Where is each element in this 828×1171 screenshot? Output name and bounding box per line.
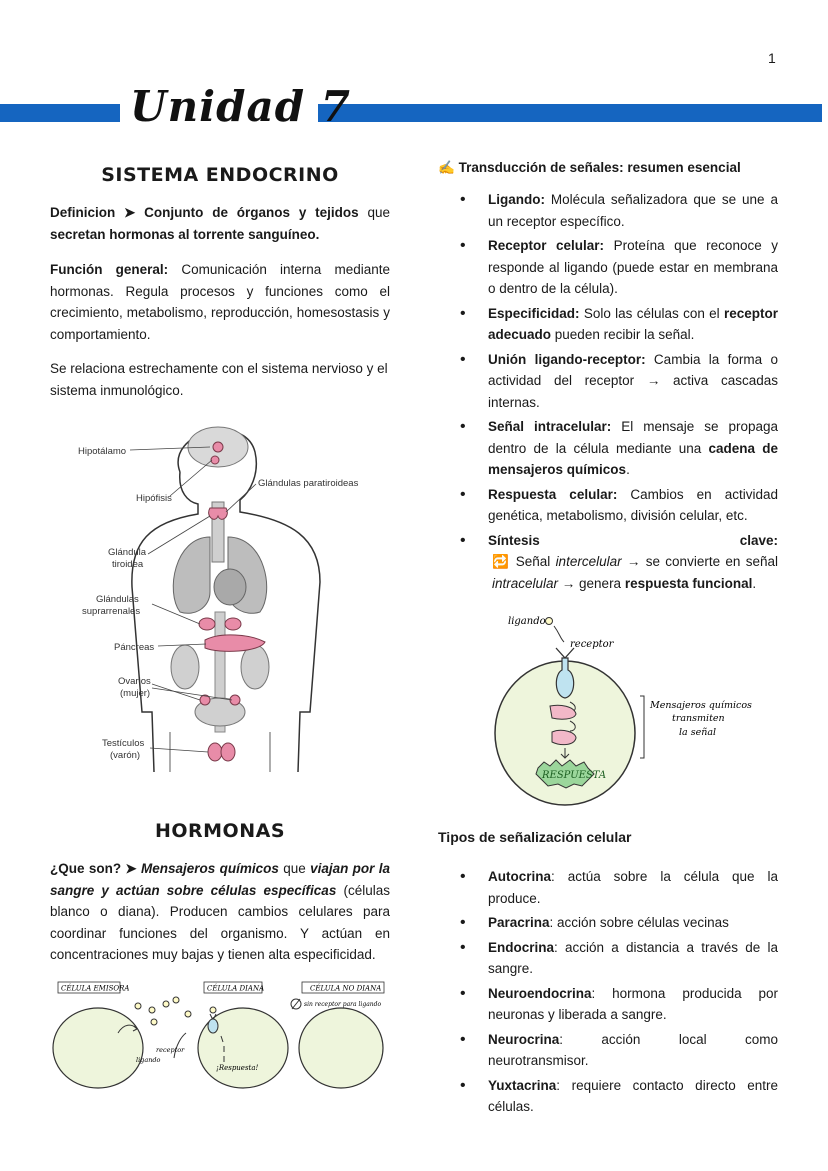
item-label: Ligando: [488, 192, 545, 207]
item-label: Paracrina [488, 915, 550, 930]
label-response: RESPUESTA [542, 770, 607, 781]
item-text: : requiere contacto directo entre células. [488, 1077, 778, 1114]
item-label: Receptor celular: [488, 238, 605, 253]
list-item [438, 303, 778, 346]
label-target-cell: CÉLULA DIANA [207, 984, 265, 993]
header-bar-right [318, 104, 822, 122]
item-label: Neurocrina [488, 1031, 560, 1047]
item-text: : actúa sobre la célula que la produce. [488, 869, 778, 906]
item-label: Unión ligando-receptor: [488, 351, 646, 367]
endocrine-system-diagram [70, 412, 370, 772]
label-ovaries-1: Ovarios [118, 676, 151, 687]
item-text: El mensaje se propaga dentro de la célula mediante una [488, 419, 779, 456]
hormones-q-tail: (células blanco o diana). Producen cambios celulares para coordinar funciones del organismo. Y actúan en concentraciones muy bajas y tienen alta especificidad. [50, 882, 390, 962]
list-item [438, 189, 778, 232]
definition-tail: secretan hormonas al torrente sanguíneo. [50, 226, 320, 242]
note-line-2: transmiten [672, 713, 725, 724]
item-label: Especificidad: [488, 305, 580, 321]
synthesis-b: → se convierte en señal [621, 554, 779, 569]
label-emitter-cell: CÉLULA EMISORA [61, 984, 130, 993]
label-no-receptor: sin receptor para ligando [304, 1001, 382, 1008]
endocrine-function [50, 259, 390, 345]
label-response: ¡Respuesta! [216, 1064, 259, 1072]
function-label: Función general: [50, 262, 169, 277]
item-label: Respuesta celular: [488, 486, 618, 502]
list-item [438, 937, 778, 980]
cycle-icon: 🔁 [492, 554, 511, 569]
endocrine-relation: Se relaciona estrechamente con el sistema nervioso y el sistema inmunológico. [50, 361, 388, 398]
unit-title: Unidad 7 [130, 82, 351, 131]
endocrine-definition [50, 202, 390, 245]
list-item [438, 484, 778, 527]
emitter-cell [53, 1008, 143, 1088]
label-receptor: receptor [156, 1046, 185, 1054]
hormones-description [50, 858, 390, 966]
item-label: Neuroendocrina [488, 985, 592, 1001]
header-bar-left [0, 104, 120, 122]
list-item [438, 349, 778, 414]
label-ligand: ligando [136, 1056, 161, 1064]
item-text: : hormona producida por neuronas y liberada a sangre. [488, 985, 778, 1022]
transduction-title-text: Transducción de señales: resumen esencial [458, 160, 741, 175]
item-label: Endocrina [488, 939, 555, 955]
label-ligand: ligando [508, 616, 546, 627]
item-text-2: pueden recibir la señal. [551, 327, 695, 342]
list-item [438, 416, 778, 481]
label-testes-2: (varón) [110, 750, 141, 761]
hormones-q-em2: viajan por la sangre y actúan sobre células específicas [50, 861, 391, 898]
synthesis-bold: respuesta funcional [624, 575, 753, 591]
item-bold: cadena de mensajeros químicos [488, 440, 779, 477]
note-line-3: la señal [679, 727, 717, 738]
item-text-2: . [626, 462, 630, 477]
label-thyroid-1: Glándula [108, 547, 147, 558]
note-line-1: Mensajeros químicos [650, 700, 752, 711]
list-item [438, 866, 778, 909]
label-thyroid-2: tiroidea [112, 559, 144, 570]
label-adrenal-1: Glándulas [96, 594, 139, 605]
label-pancreas: Páncreas [114, 642, 155, 653]
item-text: Molécula señalizadora que se une a un receptor específico. [488, 192, 778, 229]
synthesis-label: • Síntesis [488, 532, 540, 548]
synthesis-c: → genera [558, 575, 625, 591]
label-ovaries-2: (mujer) [120, 688, 151, 699]
label-receptor: receptor [570, 639, 614, 650]
pen-icon: ✍ [438, 160, 455, 175]
definition-mid: que [358, 205, 390, 220]
hormone-cells-diagram [48, 978, 393, 1090]
hormones-q-em: Mensajeros químicos [141, 861, 279, 876]
hormones-title: HORMONAS [154, 820, 286, 842]
endocrine-title: SISTEMA ENDOCRINO [101, 164, 339, 186]
item-text: Proteína que reconoce y responde al ligando (puede estar en membrana o dentro de la célula). [488, 238, 778, 296]
item-text: Cambios en actividad genética, metabolismo, división celular, etc. [488, 486, 778, 523]
hormones-q-mid: que [278, 861, 311, 876]
label-parathyroid: Glándulas paratiroideas [258, 478, 359, 489]
item-text: : acción a distancia a través de la sangre. [488, 939, 778, 976]
item-text: Solo las células con el [579, 305, 724, 321]
item-text: : acción local como neurotransmisor. [488, 1031, 778, 1068]
item-label: Señal intracelular: [488, 419, 612, 434]
page-number: 1 [768, 50, 776, 66]
label-testes-1: Testículos [102, 738, 145, 749]
item-label: Autocrina [488, 869, 552, 884]
item-bold: receptor adecuado [488, 305, 778, 342]
transduction-list [438, 189, 778, 597]
list-item [438, 235, 778, 300]
signaling-list [438, 866, 778, 1121]
label-pituitary: Hipófisis [136, 493, 172, 504]
synthesis-d: . [752, 575, 757, 591]
label-adrenal-2: suprarrenales [82, 606, 141, 617]
signaling-title: Tipos de señalización celular [438, 829, 632, 845]
non-target-cell [299, 1008, 383, 1088]
definition-label: Definicion ➤ Conjunto de órganos y tejidos [50, 205, 359, 220]
item-text: Cambia la forma o actividad del receptor → activa cascadas internas. [488, 351, 779, 410]
label-non-target-cell: CÉLULA NO DIANA [310, 984, 382, 993]
transduction-diagram [490, 608, 770, 813]
list-item [438, 1075, 778, 1118]
list-item [438, 983, 778, 1026]
function-text: Comunicación interna mediante hormonas. Regula procesos y funciones como el crecimiento, metabolismo, reproducción, homesostasis y comportamiento. [50, 262, 390, 342]
item-label: Yuxtacrina [488, 1077, 557, 1093]
hormones-q-label: ¿Que son? ➤ [50, 861, 142, 876]
synthesis-em1: intercelular [555, 554, 622, 569]
synthesis-a: Señal [510, 554, 556, 569]
label-hypothalamus: Hipotálamo [78, 446, 127, 457]
list-item [438, 912, 778, 934]
synthesis-em2: intracelular [492, 575, 559, 591]
list-item [438, 1029, 778, 1072]
item-text: : acción sobre células vecinas [549, 915, 729, 930]
list-item-synthesis [438, 530, 778, 595]
synthesis-right: clave: [739, 532, 778, 548]
transduction-title [438, 160, 741, 176]
